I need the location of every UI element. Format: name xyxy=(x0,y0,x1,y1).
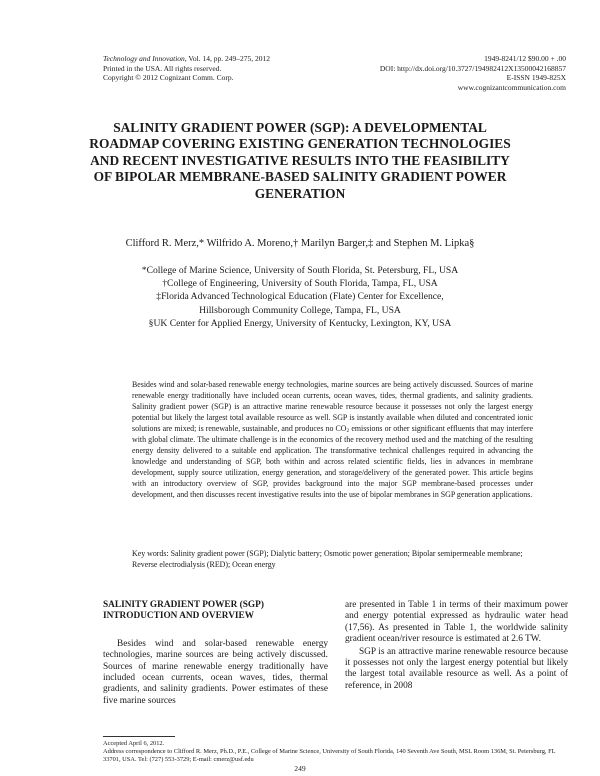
footnote-divider xyxy=(103,736,175,737)
keywords: Key words: Salinity gradient power (SGP); Dialytic battery; Osmotic power generation; Bipolar semipermeable membrane; Reverse electrodialysis (RED); Ocean energy xyxy=(132,549,523,569)
journal-header-right xyxy=(380,54,566,92)
body-column-left xyxy=(103,600,328,707)
section-heading-line: SALINITY GRADIENT POWER (SGP) xyxy=(103,600,264,610)
journal-name: Technology and Innovation xyxy=(103,54,185,63)
copyright-notice: Copyright © 2012 Cognizant Comm. Corp. xyxy=(103,73,234,83)
abstract-text: Besides wind and solar-based renewable energy technologies, marine sources are being actively discussed. Sources of marine renewable energy traditionally have included ocean currents, ocean waves, tides, thermal gradients, and salinity gradients. Salinity gradient power (SGP) is an attractive marine renewable resource because it possesses not only the largest energy potential but likely the largest total available resource as well. SGP is instantly available when diluted and concentrated ionic solutions are mixed; is renewable, sustainable, and produces no CO xyxy=(132,380,533,433)
printed-notice: Printed in the USA. All rights reserved. xyxy=(103,63,222,73)
abstract-text: emissions or other significant effluents that may interfere with global climate. The ultimate challenge is in the economics of the recovery method used and the matching of the resulting energy density delivered to a suitable end application. The transformative technical challenges required in advancing the knowledge and understanding of SGP, both within and across related scientific fields, lies in advances in membrane development, supply source utilization, energy generation, and storage/delivery of the generated power. This article begins with an introductory overview of SGP, provides background into the major SGP membrane-based processes under development, and then discusses recent investigative results into the use of bipolar membranes in SGP generation applications. xyxy=(132,424,533,499)
footnote xyxy=(103,740,568,765)
journal-citation xyxy=(103,54,270,64)
eissn: E-ISSN 1949-825X xyxy=(506,73,566,83)
price-code: 1949-8241/12 $90.00 + .00 xyxy=(484,54,566,63)
journal-volume: , Vol. 14, pp. 249–275, 2012 xyxy=(184,54,270,63)
affiliation-line: *College of Marine Science, University of South Florida, St. Petersburg, FL, USA xyxy=(141,265,459,276)
body-paragraph: Besides wind and solar-based renewable energy technologies, marine sources are being actively discussed. Sources of marine renewable energy traditionally have included ocean currents, ocean waves, tides, thermal gradients, and salinity gradients. Power estimates of these five marine sources xyxy=(103,638,328,706)
author-list: Clifford R. Merz,* Wilfrido A. Moreno,† Marilyn Barger,‡ and Stephen M. Lipka§ xyxy=(125,238,475,249)
body-paragraph: are presented in Table 1 in terms of their maximum power and energy potential expressed as hydraulic water head (17,56). As presented in Table 1, the worldwide salinity gradient ocean/river resource is estimated at 2.6 TW. xyxy=(345,600,568,645)
affiliations xyxy=(80,264,520,330)
affiliation-line: §UK Center for Applied Energy, University of Kentucky, Lexington, KY, USA xyxy=(148,317,452,329)
correspondence-address: Address correspondence to Clifford R. Merz, Ph.D., P.E., College of Marine Science, University of South Florida, 140 Seventh Ave South, MSL Room 136M, St. Petersburg, FL 33701, USA. Tel: (727) 553-3729; E-mail: cmerz@usf.edu xyxy=(103,748,556,764)
publisher-website: www.cognizantcommunication.com xyxy=(457,82,566,92)
section-heading-line: INTRODUCTION AND OVERVIEW xyxy=(103,611,255,622)
accepted-date: Accepted April 6, 2012. xyxy=(103,740,165,747)
affiliation-line: Hillsborough Community College, Tampa, FL, USA xyxy=(199,304,401,316)
section-heading xyxy=(103,600,328,623)
journal-header-left xyxy=(103,54,270,83)
body-paragraph: SGP is an attractive marine renewable resource because it possesses not only the largest energy potential but likely the largest total available resource as well. As a point of reference, in 2008 xyxy=(345,646,568,691)
affiliation-line: †College of Engineering, University of South Florida, Tampa, FL, USA xyxy=(162,278,438,290)
abstract xyxy=(132,379,533,500)
page-number: 249 xyxy=(294,764,306,773)
co2-subscript: 2 xyxy=(346,428,350,434)
doi: DOI: http://dx.doi.org/10.3727/194982412X13500042168857 xyxy=(379,63,566,73)
affiliation-line: ‡Florida Advanced Technological Education (Flate) Center for Excellence, xyxy=(156,291,444,303)
article-title: SALINITY GRADIENT POWER (SGP): A DEVELOPMENTAL ROADMAP COVERING EXISTING GENERATION TECHNOLOGIES AND RECENT INVESTIGATIVE RESULTS INTO THE FEASIBILITY OF BIPOLAR MEMBRANE-BASED SALINITY GRADIENT POWER GENERATION xyxy=(89,120,511,201)
body-column-right xyxy=(345,600,568,692)
